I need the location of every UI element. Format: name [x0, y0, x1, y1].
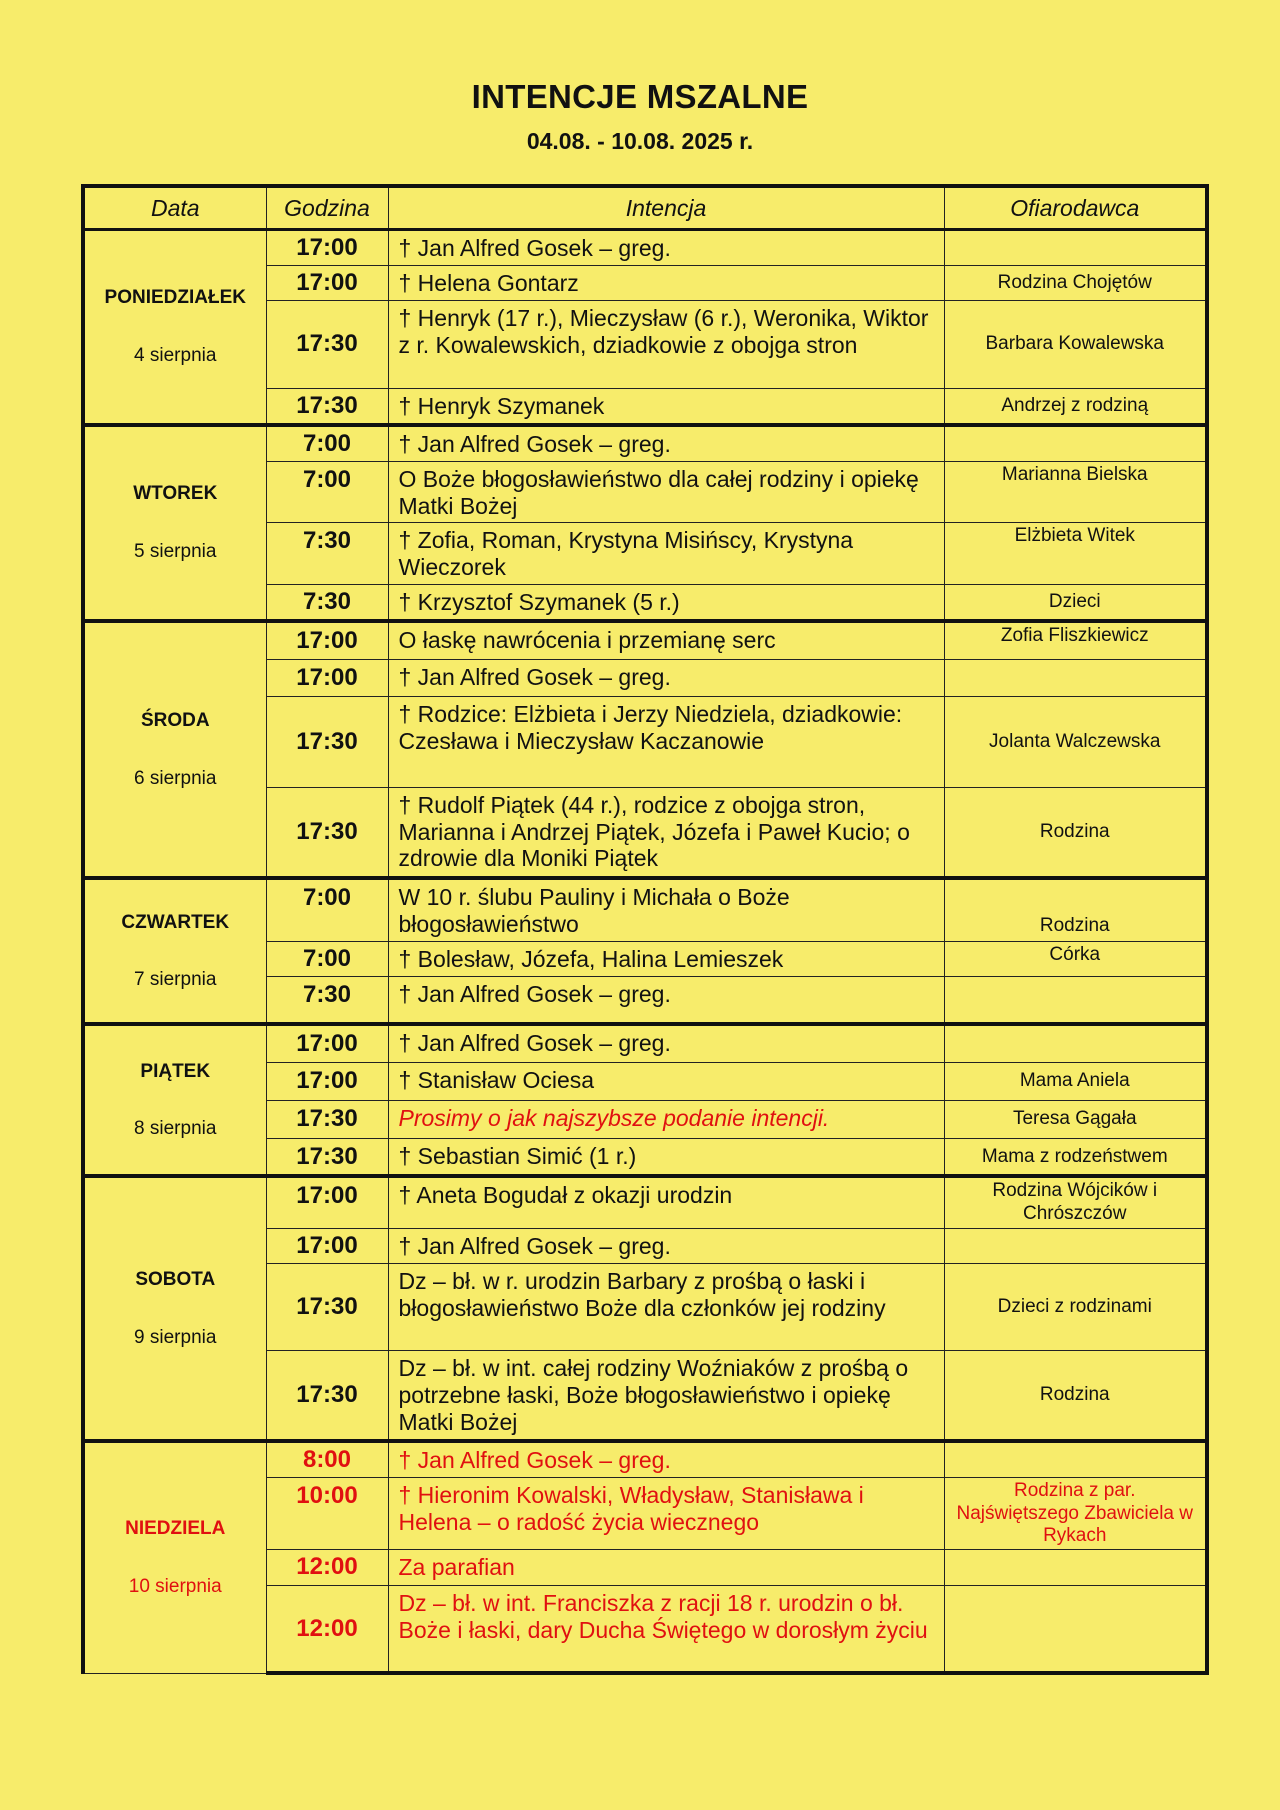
intention-notice: Prosimy o jak najszybsze podanie intencji. [388, 1100, 944, 1138]
intention-text: † Aneta Bogudał z okazji urodzin [388, 1176, 944, 1228]
intention-text: † Stanisław Ociesa [388, 1062, 944, 1100]
mass-time: 10:00 [266, 1478, 388, 1550]
column-header-donor: Ofiarodawca [944, 186, 1207, 230]
donor-text: Mama Aniela [944, 1062, 1207, 1100]
intention-text: † Hieronim Kowalski, Władysław, Stanisława i Helena – o radość życia wiecznego [388, 1478, 944, 1550]
donor-text: Rodzina Chojętów [944, 265, 1207, 300]
mass-time: 7:00 [266, 461, 388, 523]
mass-time: 17:30 [266, 388, 388, 424]
day-date: 6 sierpnia [134, 767, 217, 789]
intention-text: † Henryk Szymanek [388, 388, 944, 424]
table-row [83, 878, 1207, 941]
day-cell-friday [83, 1024, 266, 1176]
table-row [83, 621, 1207, 659]
donor-text [944, 1585, 1207, 1673]
donor-text: Mama z rodzeństwem [944, 1138, 1207, 1176]
mass-intentions-table [81, 184, 1209, 1675]
donor-text: Elżbieta Witek [944, 523, 1207, 585]
mass-time: 17:30 [266, 1100, 388, 1138]
donor-text [944, 1549, 1207, 1585]
page-title: INTENCJE MSZALNE [471, 78, 809, 115]
mass-time: 17:00 [266, 265, 388, 300]
day-name: NIEDZIELA [125, 1518, 226, 1540]
day-cell-monday [83, 230, 266, 425]
day-name: PONIEDZIAŁEK [104, 287, 246, 309]
day-name: PIĄTEK [140, 1060, 211, 1082]
mass-time: 7:30 [266, 523, 388, 585]
intention-text: † Bolesław, Józefa, Halina Lemieszek [388, 941, 944, 976]
table-row [83, 230, 1207, 266]
mass-time: 17:00 [266, 621, 388, 659]
donor-text: Dzieci z rodzinami [944, 1263, 1207, 1350]
mass-time: 7:00 [266, 425, 388, 461]
intention-text: † Jan Alfred Gosek – greg. [388, 1441, 944, 1477]
donor-text [944, 976, 1207, 1024]
donor-text: Jolanta Walczewska [944, 696, 1207, 787]
donor-text: Andrzej z rodziną [944, 388, 1207, 424]
column-header-intention: Intencja [388, 186, 944, 230]
intention-text: Dz – bł. w r. urodzin Barbary z prośbą o łaski i błogosławieństwo Boże dla członków jej rodziny [388, 1263, 944, 1350]
intention-text: † Zofia, Roman, Krystyna Misińscy, Krystyna Wieczorek [388, 523, 944, 585]
donor-text: Rodzina [944, 787, 1207, 878]
intention-text: † Sebastian Simić (1 r.) [388, 1138, 944, 1176]
mass-time: 7:00 [266, 878, 388, 941]
donor-text: Córka [944, 941, 1207, 976]
intention-text: Dz – bł. w int. całej rodziny Woźniaków z prośbą o potrzebne łaski, Boże błogosławieństwo i opiekę Matki Bożej [388, 1350, 944, 1441]
mass-time: 12:00 [266, 1585, 388, 1673]
intention-text: † Rodzice: Elżbieta i Jerzy Niedziela, dziadkowie: Czesława i Mieczysław Kaczanowie [388, 696, 944, 787]
mass-time: 17:00 [266, 1228, 388, 1263]
mass-time: 17:30 [266, 696, 388, 787]
intention-text: † Rudolf Piątek (44 r.), rodzice z obojga stron, Marianna i Andrzej Piątek, Józefa i Paweł Kucio; o zdrowie dla Moniki Piątek [388, 787, 944, 878]
intention-text: † Jan Alfred Gosek – greg. [388, 1024, 944, 1062]
donor-text: Teresa Gągała [944, 1100, 1207, 1138]
mass-time: 7:30 [266, 976, 388, 1024]
day-name: WTOREK [133, 483, 218, 505]
day-name: CZWARTEK [121, 911, 230, 933]
column-header-time: Godzina [266, 186, 388, 230]
donor-text [944, 659, 1207, 696]
intention-text: † Jan Alfred Gosek – greg. [388, 1228, 944, 1263]
donor-text [944, 1024, 1207, 1062]
intention-text: † Jan Alfred Gosek – greg. [388, 976, 944, 1024]
mass-time: 17:00 [266, 1024, 388, 1062]
intention-text: † Helena Gontarz [388, 265, 944, 300]
donor-text [944, 1228, 1207, 1263]
day-date: 5 sierpnia [134, 540, 217, 562]
day-cell-tuesday [83, 425, 266, 621]
intention-text: Za parafian [388, 1549, 944, 1585]
mass-time: 17:30 [266, 1138, 388, 1176]
mass-time: 17:30 [266, 1350, 388, 1441]
day-date: 10 sierpnia [128, 1576, 222, 1598]
table-row [83, 1024, 1207, 1062]
intention-text: † Jan Alfred Gosek – greg. [388, 230, 944, 266]
table-row [83, 425, 1207, 461]
day-name: ŚRODA [140, 709, 210, 731]
date-range: 04.08. - 10.08. 2025 r. [526, 128, 754, 154]
mass-time: 7:00 [266, 941, 388, 976]
intention-text: O łaskę nawrócenia i przemianę serc [388, 621, 944, 659]
day-cell-thursday [83, 878, 266, 1024]
mass-time: 17:00 [266, 659, 388, 696]
mass-time: 17:30 [266, 300, 388, 388]
intention-text: † Jan Alfred Gosek – greg. [388, 425, 944, 461]
day-date: 8 sierpnia [134, 1118, 217, 1140]
mass-time: 12:00 [266, 1549, 388, 1585]
table-row [83, 1176, 1207, 1228]
table-header-row [83, 186, 1207, 230]
mass-time: 17:00 [266, 230, 388, 266]
donor-text: Rodzina [944, 1350, 1207, 1441]
donor-text [944, 230, 1207, 266]
intention-text: † Krzysztof Szymanek (5 r.) [388, 585, 944, 621]
table-row [83, 1441, 1207, 1477]
mass-time: 17:30 [266, 1263, 388, 1350]
column-header-date: Data [83, 186, 266, 230]
day-date: 9 sierpnia [134, 1326, 217, 1348]
donor-text: Dzieci [944, 585, 1207, 621]
donor-text [944, 1441, 1207, 1477]
intention-text: † Jan Alfred Gosek – greg. [388, 659, 944, 696]
intention-text: Dz – bł. w int. Franciszka z racji 18 r. urodzin o bł. Boże i łaski, dary Ducha Świętego w dorosłym życiu [388, 1585, 944, 1673]
day-name: SOBOTA [135, 1269, 216, 1291]
donor-text: Rodzina z par. Najświętszego Zbawiciela w Rykach [944, 1478, 1207, 1550]
day-cell-saturday [83, 1176, 266, 1441]
mass-time: 8:00 [266, 1441, 388, 1477]
donor-text [944, 425, 1207, 461]
day-date: 4 sierpnia [134, 344, 217, 366]
intention-text: † Henryk (17 r.), Mieczysław (6 r.), Weronika, Wiktor z r. Kowalewskich, dziadkowie z obojga stron [388, 300, 944, 388]
day-cell-wednesday [83, 621, 266, 878]
donor-text: Zofia Fliszkiewicz [944, 621, 1207, 659]
day-cell-sunday [83, 1441, 266, 1673]
day-date: 7 sierpnia [134, 969, 217, 991]
mass-time: 17:00 [266, 1062, 388, 1100]
donor-text: Rodzina Wójcików i Chrószczów [944, 1176, 1207, 1228]
mass-time: 7:30 [266, 585, 388, 621]
mass-time: 17:00 [266, 1176, 388, 1228]
intention-text: W 10 r. ślubu Pauliny i Michała o Boże błogosławieństwo [388, 878, 944, 941]
intention-text: O Boże błogosławieństwo dla całej rodziny i opiekę Matki Bożej [388, 461, 944, 523]
donor-text: Rodzina [944, 878, 1207, 941]
mass-time: 17:30 [266, 787, 388, 878]
donor-text: Barbara Kowalewska [944, 300, 1207, 388]
donor-text: Marianna Bielska [944, 461, 1207, 523]
